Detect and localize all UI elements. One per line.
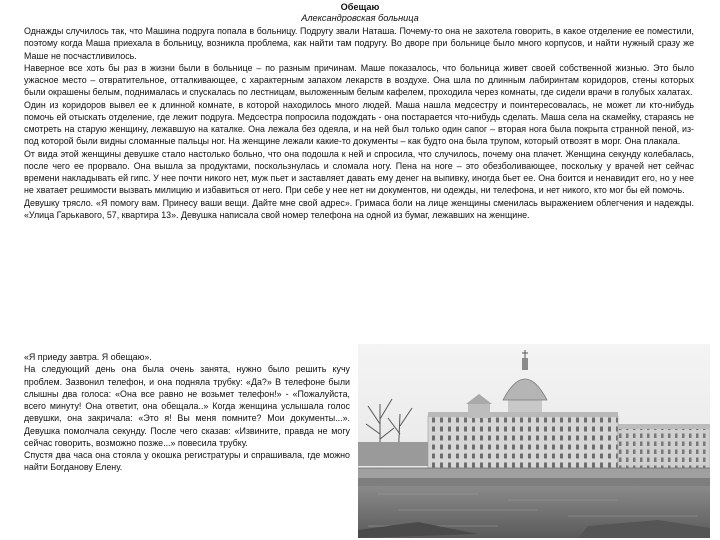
paragraph: Девушку трясло. «Я помогу вам. Принесу ваши вещи. Дайте мне свой адрес». Гримаса боли на лице женщины сменилась выражением облегчения и надежды. «Улица Гарькавого, 57, квартира 13». Девушка написала свой номер телефона на одной из бумаг, лежавших на женщине. xyxy=(24,197,694,220)
hospital-photo xyxy=(358,344,710,538)
paragraph: Наверное все хоть бы раз в жизни были в больнице – по разным причинам. Маше показалось, что больница живет своей собственной жизнью. Это было ужасное место – отвратительное, отталкивающее, с характерным запахом лекарств в воздухе. Она шла по длинным лабиринтам коридоров, стены которых были окрашены белым, поднималась и спускалась по лестницам, выложенным белым кафелем, проходила через комнаты, где сидели врачи в голубых халатах. xyxy=(24,62,694,98)
story-title: Обещаю xyxy=(340,2,380,12)
paragraph: От вида этой женщины девушке стало настолько больно, что она подошла к ней и спросила, что случилось, почему она плачет. Женщина секунду колебалась, после чего ее прорвало. Она вышла за продуктами, поскользнулась и сломала ногу. Пена на ноге – это обезболивающее, поскольку у врачей нет сейчас времени накладывать ей гипс. У нее почти никого нет, муж пьет и заставляет давать ему денег на выпивку, иногда бьет ее. Она боится и ненавидит его, но у нее не хватает решимости вызвать милицию и избавиться от него. При себе у нее нет ни документов, ни одежды, ни телефона, и нет никого, кто мог бы ей помочь. xyxy=(24,148,694,196)
story-text-top xyxy=(24,25,694,221)
paragraph: На следующий день она была очень занята, нужно было решить кучу проблем. Зазвонил телефон, и она подняла трубку: «Да?» В телефоне были слышны два голоса: «Она все равно не возьмет телефон!» - «Пожалуйста, всего минуту! Она ответит, она обещала..» Когда женщина услышала голос девушки, она закричала: «Это я! Вы меня помните? Мои документы...». Девушка помолчала секунду. После чего сказав: «Извините, правда не могу сейчас говорить, возможно позже...» повесила трубку. xyxy=(24,364,350,448)
hospital-photo-image xyxy=(358,344,710,538)
paragraph: Один из коридоров вывел ее к длинной комнате, в которой находилось много людей. Маша нашла медсестру и поинтересовалась, не может ли кто-нибудь помочь ей отыскать отделение, где лежит подруга. Медсестра попросила подождать - она постарается что-нибудь сделать. Маша села на скамейку, стараясь не смотреть на старую женщину, лежавшую на каталке. Она лежала без одеяла, и на ней был только один сапог – вторая нога была покрыта странной пеной, из-под которой были видны сломанные пальцы ног. На женщине лежали какие-то документы – как будто она была трупом, который отвозят в морг. Она плакала. xyxy=(24,99,694,147)
story-subtitle: Александровская больница xyxy=(301,13,419,23)
paragraph: «Я приеду завтра. Я обещаю». xyxy=(24,352,152,362)
paragraph: Спустя два часа она стояла у окошка регистратуры и спрашивала, где можно найти Богданову Елену. xyxy=(24,450,350,473)
story-text-bottom xyxy=(24,351,350,474)
paragraph: Однажды случилось так, что Машина подруга попала в больницу. Подругу звали Наташа. Почему-то она не захотела говорить, в какое отделение ее поместили, поэтому когда Маша приехала в больницу, возникла проблема, как найти там подругу. Во дворе при больнице было много корпусов, и найти нужный сразу же Маше не посчастливилось. xyxy=(24,26,694,61)
